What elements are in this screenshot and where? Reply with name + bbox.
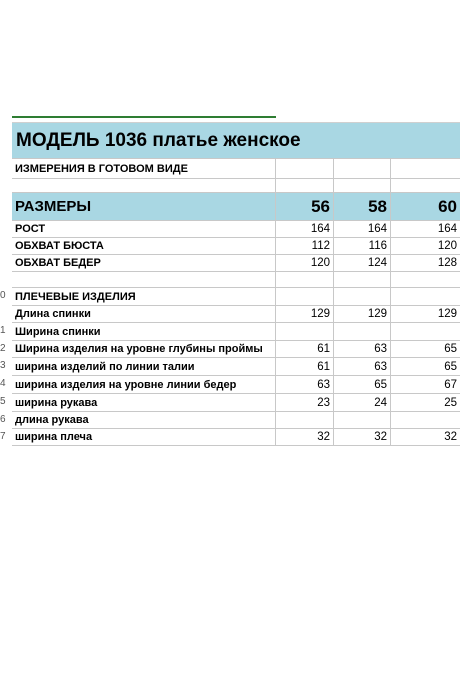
value-cell[interactable]: 61 — [276, 358, 334, 376]
value-cell[interactable] — [276, 323, 334, 341]
measurements-subtitle[interactable]: ИЗМЕРЕНИЯ В ГОТОВОМ ВИДЕ — [12, 159, 276, 179]
value-cell[interactable] — [391, 288, 460, 306]
row-label[interactable] — [12, 272, 276, 288]
value-cell[interactable]: 63 — [334, 358, 391, 376]
value-cell[interactable]: 112 — [276, 238, 334, 255]
row-label[interactable]: Ширина изделия на уровне глубины проймы — [12, 341, 276, 358]
row-number[interactable]: 4 — [0, 378, 6, 389]
row-label[interactable]: ПЛЕЧЕВЫЕ ИЗДЕЛИЯ — [12, 288, 276, 306]
row-label[interactable]: ширина рукава — [12, 394, 276, 412]
sizes-header-row — [0, 193, 460, 221]
table-row — [0, 341, 460, 358]
subtitle-row — [0, 159, 460, 179]
table-cell[interactable] — [12, 179, 276, 193]
row-label[interactable]: ширина изделия на уровне линии бедер — [12, 376, 276, 394]
table-row — [0, 238, 460, 255]
value-cell[interactable] — [391, 412, 460, 429]
table-row — [0, 323, 460, 341]
value-cell[interactable]: 65 — [334, 376, 391, 394]
value-cell[interactable]: 164 — [334, 221, 391, 238]
value-cell[interactable]: 23 — [276, 394, 334, 412]
value-cell[interactable]: 63 — [276, 376, 334, 394]
size-58[interactable]: 58 — [334, 193, 391, 221]
table-cell[interactable] — [334, 179, 391, 193]
table-row — [0, 272, 460, 288]
value-cell[interactable] — [334, 412, 391, 429]
row-label[interactable]: РОСТ — [12, 221, 276, 238]
table-row — [0, 221, 460, 238]
row-label[interactable]: длина рукава — [12, 412, 276, 429]
value-cell[interactable]: 129 — [334, 306, 391, 323]
value-cell[interactable]: 164 — [276, 221, 334, 238]
sheet-title[interactable]: МОДЕЛЬ 1036 платье женское — [12, 123, 460, 159]
row-label[interactable]: ширина изделий по линии талии — [12, 358, 276, 376]
table-row — [0, 288, 460, 306]
table-row — [0, 376, 460, 394]
value-cell[interactable]: 124 — [334, 255, 391, 272]
value-cell[interactable]: 116 — [334, 238, 391, 255]
table-cell[interactable] — [276, 179, 334, 193]
table-row — [0, 394, 460, 412]
table-row — [0, 358, 460, 376]
row-label[interactable]: ОБХВАТ БЕДЕР — [12, 255, 276, 272]
row-number[interactable]: 2 — [0, 343, 6, 354]
title-row — [0, 123, 460, 159]
row-label[interactable]: Длина спинки — [12, 306, 276, 323]
row-number[interactable]: 5 — [0, 396, 6, 407]
size-60[interactable]: 60 — [391, 193, 460, 221]
value-cell[interactable] — [334, 323, 391, 341]
value-cell[interactable] — [276, 272, 334, 288]
value-cell[interactable]: 61 — [276, 341, 334, 358]
value-cell[interactable]: 63 — [334, 341, 391, 358]
value-cell[interactable]: 65 — [391, 358, 460, 376]
value-cell[interactable]: 24 — [334, 394, 391, 412]
value-cell[interactable]: 32 — [391, 429, 460, 446]
selected-cell-indicator — [12, 116, 276, 118]
table-cell[interactable] — [334, 159, 391, 179]
table-cell[interactable] — [276, 159, 334, 179]
row-label[interactable]: ОБХВАТ БЮСТА — [12, 238, 276, 255]
table-cell[interactable] — [391, 159, 460, 179]
value-cell[interactable] — [334, 272, 391, 288]
spacer-row — [0, 179, 460, 193]
value-cell[interactable]: 32 — [276, 429, 334, 446]
value-cell[interactable] — [334, 288, 391, 306]
value-cell[interactable]: 128 — [391, 255, 460, 272]
value-cell[interactable]: 120 — [276, 255, 334, 272]
table-row — [0, 255, 460, 272]
value-cell[interactable]: 120 — [391, 238, 460, 255]
row-number[interactable]: 0 — [0, 290, 6, 301]
value-cell[interactable]: 32 — [334, 429, 391, 446]
size-56[interactable]: 56 — [276, 193, 334, 221]
value-cell[interactable]: 129 — [276, 306, 334, 323]
row-number[interactable]: 1 — [0, 325, 6, 336]
row-number[interactable]: 6 — [0, 414, 6, 425]
sizes-label[interactable]: РАЗМЕРЫ — [12, 193, 276, 221]
value-cell[interactable] — [391, 272, 460, 288]
table-row — [0, 429, 460, 446]
value-cell[interactable]: 65 — [391, 341, 460, 358]
row-number[interactable]: 7 — [0, 431, 6, 442]
row-number[interactable]: 3 — [0, 360, 6, 371]
value-cell[interactable]: 164 — [391, 221, 460, 238]
value-cell[interactable] — [391, 323, 460, 341]
value-cell[interactable]: 67 — [391, 376, 460, 394]
value-cell[interactable]: 129 — [391, 306, 460, 323]
value-cell[interactable] — [276, 288, 334, 306]
value-cell[interactable]: 25 — [391, 394, 460, 412]
value-cell[interactable] — [276, 412, 334, 429]
row-label[interactable]: ширина плеча — [12, 429, 276, 446]
table-row — [0, 306, 460, 323]
table-row — [0, 412, 460, 429]
table-cell[interactable] — [391, 179, 460, 193]
row-label[interactable]: Ширина спинки — [12, 323, 276, 341]
